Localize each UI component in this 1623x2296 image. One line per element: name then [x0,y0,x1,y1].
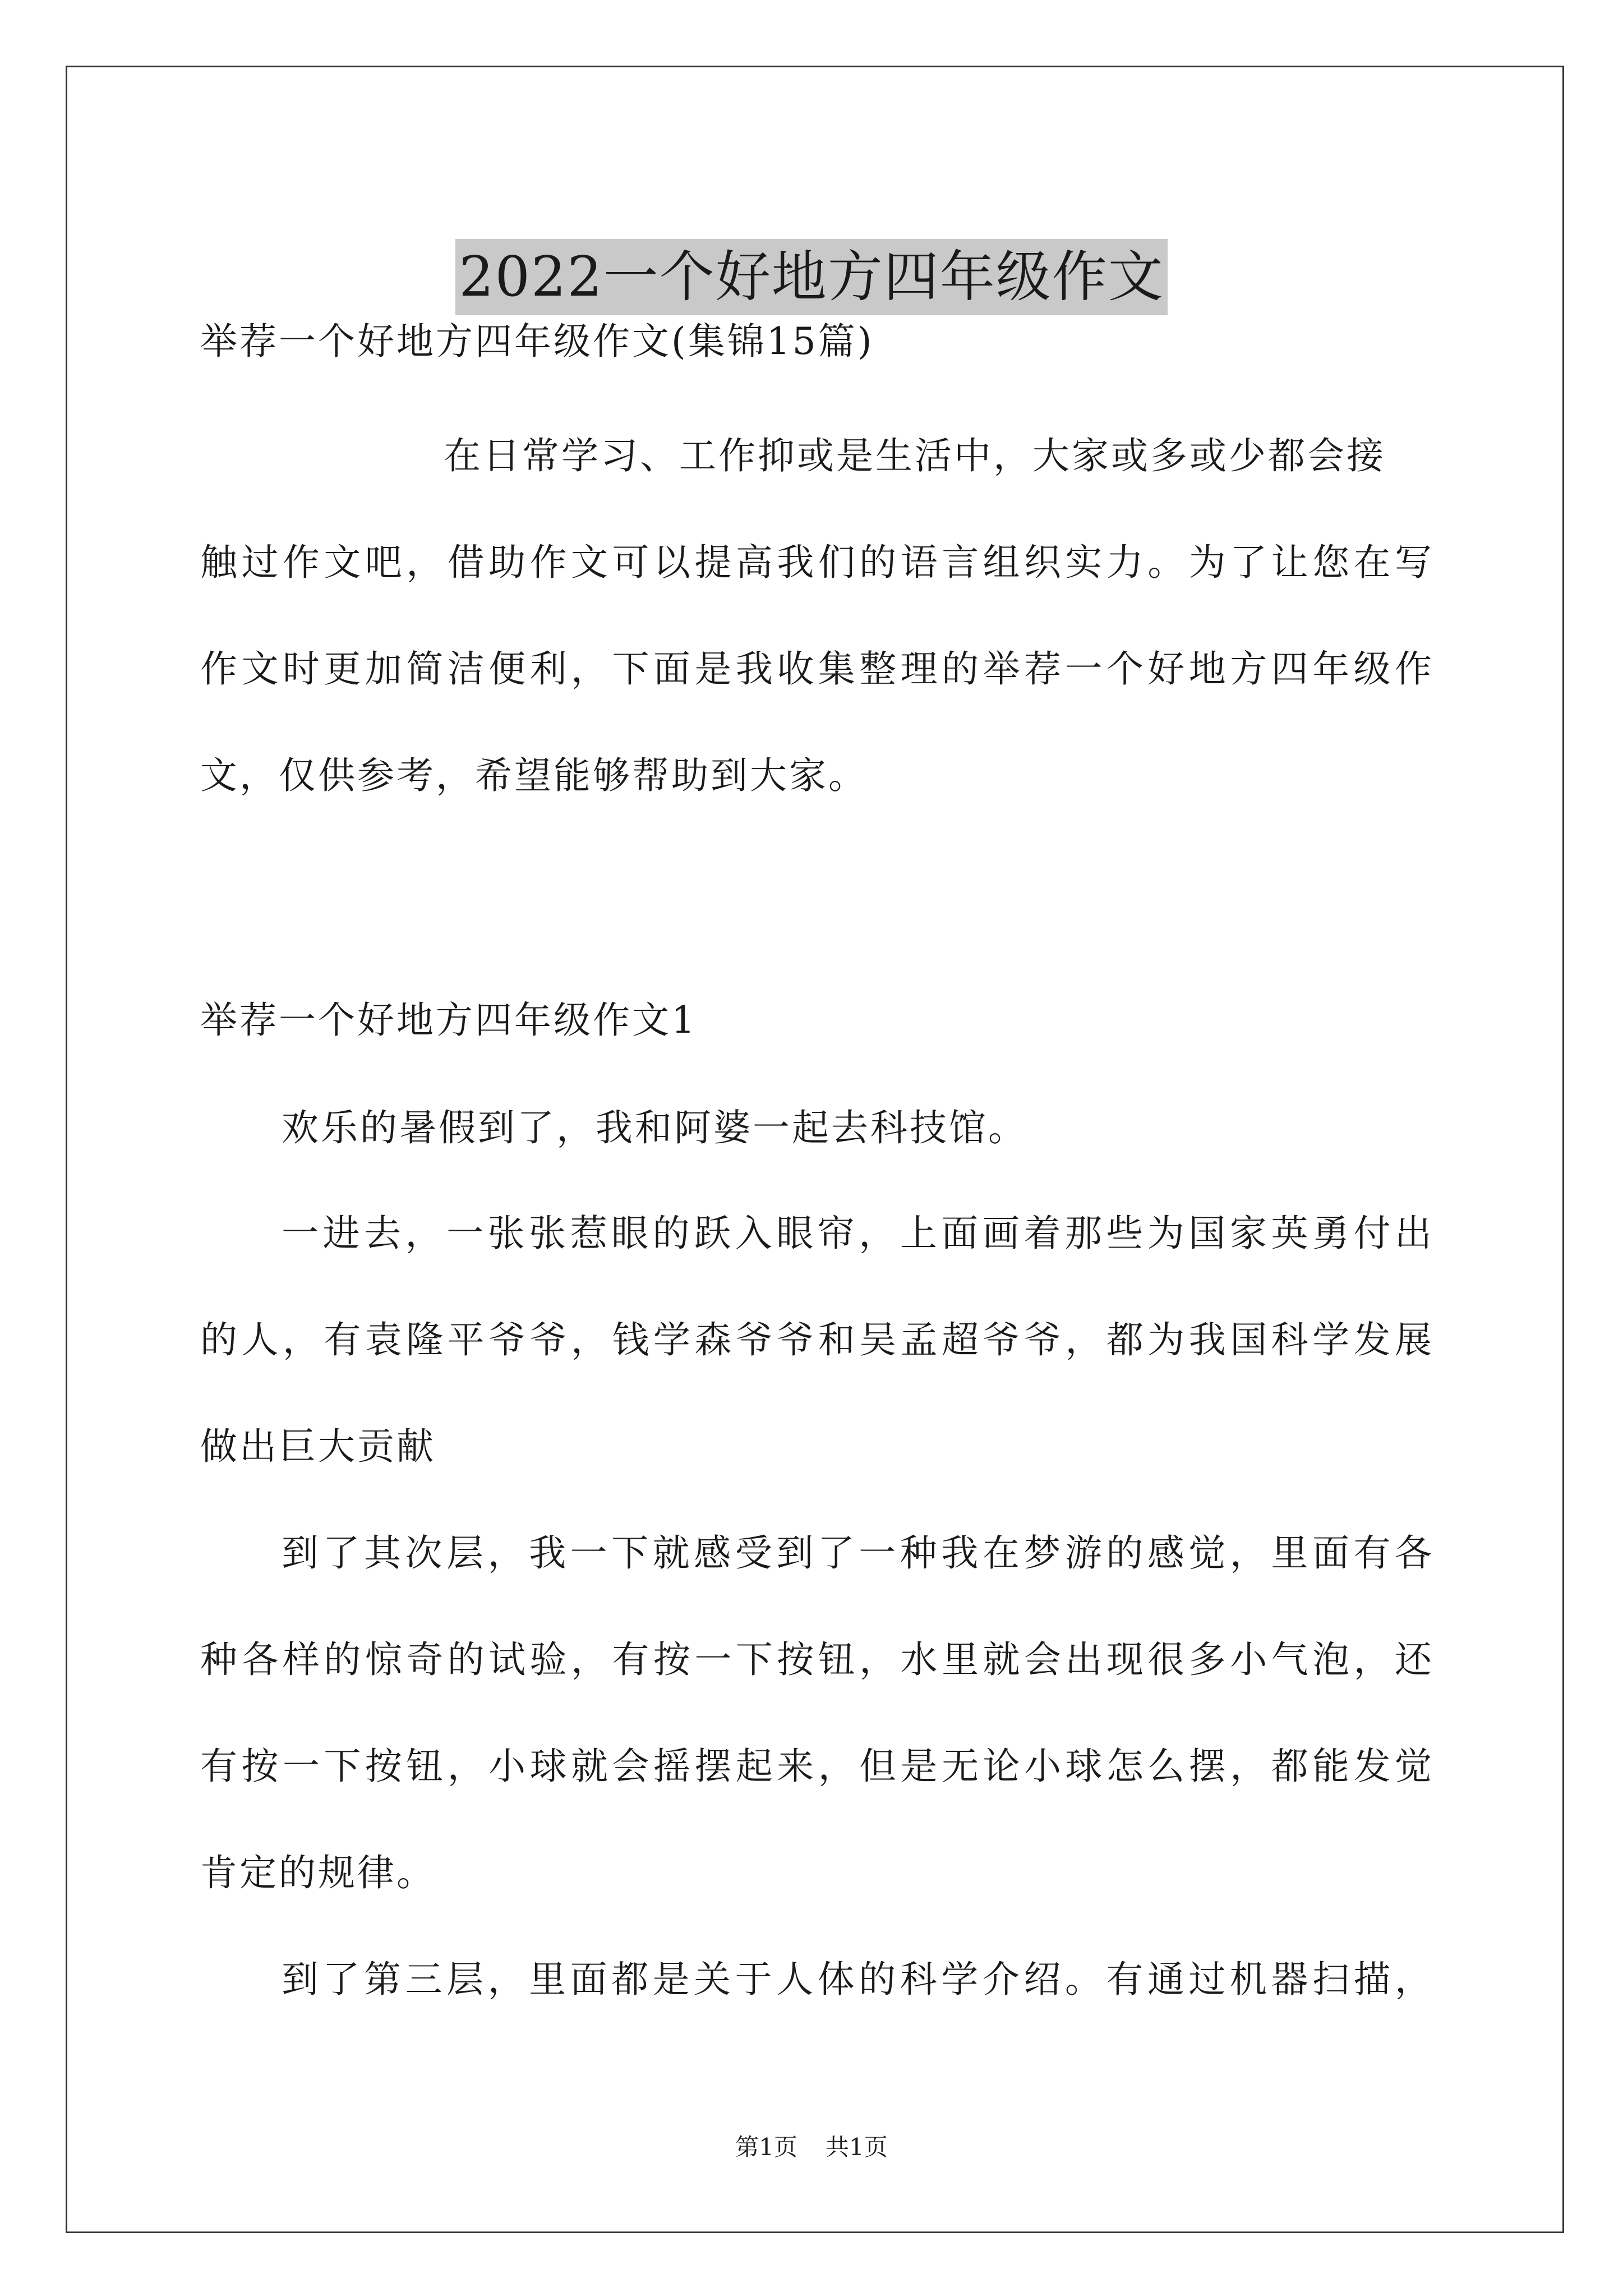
section-heading: 举荐一个好地方四年级作文1 [200,999,697,1042]
intro-line: 作文时更加简洁便利，下面是我收集整理的举荐一个好地方四年级作 [200,647,1434,691]
body-line: 的人，有袁隆平爷爷，钱学森爷爷和吴孟超爷爷，都为我国科学发展 [200,1318,1434,1361]
body-line: 有按一下按钮，小球就会摇摆起来，但是无论小球怎么摆，都能发觉 [200,1745,1434,1788]
body-line: 种各样的惊奇的试验，有按一下按钮，水里就会出现很多小气泡，还 [200,1638,1434,1681]
body-line: 到了第三层，里面都是关于人体的科学介绍。有通过机器扫描， [282,1958,1434,2001]
body-line: 欢乐的暑假到了，我和阿婆一起去科技馆。 [282,1106,1027,1149]
page-footer [0,2132,1623,2163]
intro-line: 文，仅供参考，希望能够帮助到大家。 [200,754,868,797]
page-total: 共1页 [826,2133,888,2161]
document-title: 2022一个好地方四年级作文 [455,239,1167,315]
body-line: 到了其次层，我一下就感受到了一种我在梦游的感觉，里面有各 [282,1531,1434,1575]
intro-line: 在日常学习、工作抑或是生活中，大家或多或少都会接 [444,434,1386,477]
page-number: 第1页 [735,2133,797,2161]
body-line: 一进去，一张张惹眼的跃入眼帘，上面画着那些为国家英勇付出 [282,1212,1434,1255]
body-line: 肯定的规律。 [200,1851,436,1894]
document-subtitle: 举荐一个好地方四年级作文(集锦15篇) [200,320,874,363]
intro-line: 触过作文吧，借助作文可以提高我们的语言组织实力。为了让您在写 [200,541,1434,584]
body-line: 做出巨大贡献 [200,1425,436,1468]
